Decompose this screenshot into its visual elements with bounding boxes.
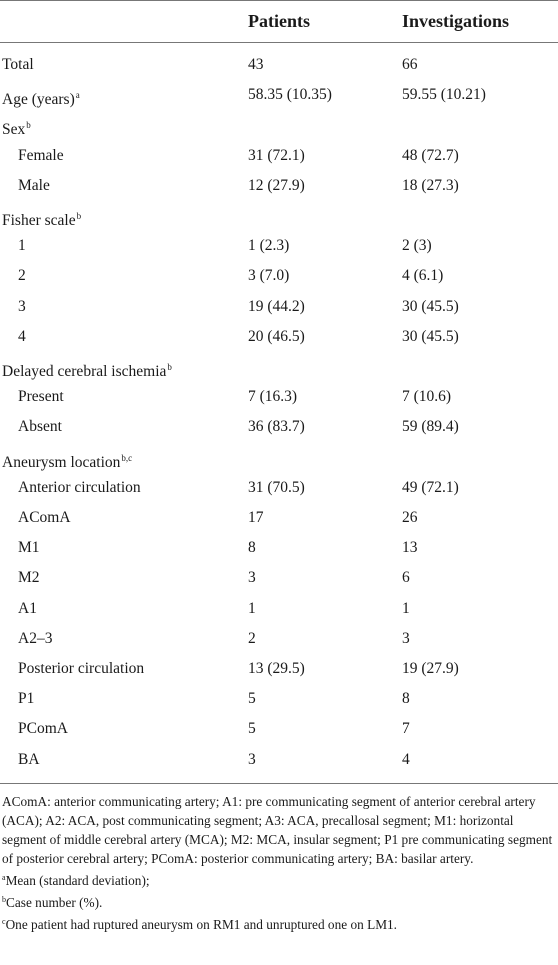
- cell-investigations: 26: [402, 509, 418, 526]
- table-row: [0, 563, 558, 593]
- row-label-text: A2–3: [18, 629, 53, 647]
- cell-investigations: 2 (3): [402, 237, 432, 255]
- row-label: [18, 624, 52, 654]
- cell-patients: 5: [248, 720, 256, 738]
- row-label: [18, 382, 64, 412]
- row-label: [18, 322, 26, 352]
- cell-investigations: 4: [402, 750, 410, 768]
- cell-patients: 5: [248, 690, 256, 708]
- table-row: [0, 443, 558, 473]
- row-label: [18, 231, 26, 261]
- cell-investigations: 7 (10.6): [402, 388, 452, 406]
- cell-patients: 12 (27.9): [248, 176, 305, 194]
- row-label: [18, 594, 37, 624]
- row-label-text: 2: [18, 267, 26, 285]
- table-row: [0, 322, 558, 352]
- table-row: [0, 201, 558, 231]
- table-row: [0, 261, 558, 291]
- column-header-investigations: Investigations: [402, 11, 510, 31]
- cell-patients: 36 (83.7): [248, 418, 305, 436]
- cell-investigations: 59 (89.4): [402, 418, 459, 436]
- row-label: [18, 654, 144, 684]
- row-label: [18, 292, 26, 322]
- footnote-c-text: One patient had ruptured aneurysm on RM1 and unruptured one on LM1.: [5, 917, 397, 932]
- row-label-text: Sex: [2, 121, 26, 139]
- row-label-text: M1: [18, 539, 40, 557]
- column-header-patients: Patients: [248, 11, 310, 31]
- row-label-text: Absent: [18, 418, 62, 436]
- cell-patients: 1 (2.3): [248, 237, 290, 255]
- cell-investigations: 4 (6.1): [402, 267, 444, 285]
- footnote-marker: b: [167, 362, 172, 372]
- table-row: [0, 110, 558, 140]
- footnote-c: [2, 912, 554, 934]
- cell-investigations: 3: [402, 629, 410, 647]
- cell-investigations: 30 (45.5): [402, 297, 459, 315]
- cell-investigations: 13: [402, 539, 418, 557]
- cell-patients: 43: [248, 56, 264, 73]
- row-label: [18, 473, 141, 503]
- cell-patients: 31 (70.5): [248, 478, 305, 496]
- footnote-a-text: Mean (standard deviation);: [5, 873, 150, 888]
- table-row: [0, 624, 558, 654]
- table-row: [0, 352, 558, 382]
- footnote-marker: b: [26, 120, 31, 131]
- cell-investigations: 19 (27.9): [402, 660, 459, 677]
- cell-investigations: 8: [402, 690, 410, 708]
- footnote-b: [2, 890, 554, 912]
- table-row: [0, 171, 558, 201]
- cell-patients: 3: [248, 569, 256, 587]
- cell-patients: 3 (7.0): [248, 267, 290, 285]
- row-label: [18, 714, 68, 744]
- row-label: [18, 261, 26, 291]
- cell-patients: 1: [248, 599, 256, 617]
- row-label: [18, 141, 64, 171]
- cell-investigations: 1: [402, 599, 410, 617]
- row-label-text: Delayed cerebral ischemia: [2, 363, 167, 380]
- footnote-abbreviations: AComA: anterior communicating artery; A1: pre communicating segment of anterior cerebral artery (ACA); A2: ACA, post communicating segment; A3: ACA, precallosal segment; M1: horizontal segment of middle cerebral artery (MCA); M2: MCA, insular segment; P1 pre communicating segment of posterior cerebral artery; PComA: posterior communicating artery; BA: basilar artery.: [2, 794, 553, 866]
- table-row: [0, 594, 558, 624]
- row-label-text: M2: [18, 569, 40, 587]
- footnote-a: [2, 868, 554, 890]
- cell-patients: 13 (29.5): [248, 660, 305, 677]
- table-row: [0, 714, 558, 744]
- cell-investigations: 18 (27.3): [402, 176, 459, 194]
- cell-investigations: 59.55 (10.21): [402, 86, 486, 104]
- footnote-b-mark: b: [2, 895, 6, 904]
- footnote-c-mark: c: [2, 917, 6, 926]
- footnote-marker: a: [75, 90, 80, 101]
- footnote-marker: b,c: [121, 452, 133, 463]
- table-row: [0, 382, 558, 412]
- row-label-text: PComA: [18, 720, 68, 738]
- cell-patients: 19 (44.2): [248, 297, 305, 315]
- row-label: [2, 50, 34, 80]
- row-label-text: Fisher scale: [2, 212, 76, 229]
- table-row: [0, 745, 558, 775]
- table-row: [0, 292, 558, 322]
- row-label-text: Aneurysm location: [2, 453, 121, 471]
- row-label-text: Female: [18, 146, 64, 164]
- row-label: [18, 563, 40, 593]
- cell-investigations: 30 (45.5): [402, 327, 459, 345]
- table-row: [0, 80, 558, 110]
- row-label-text: AComA: [18, 509, 71, 526]
- footnote-marker: b: [76, 211, 82, 221]
- footnote-a-mark: a: [2, 873, 6, 882]
- cell-patients: 7 (16.3): [248, 388, 298, 406]
- bottom-rule: [0, 783, 558, 784]
- row-label-text: BA: [18, 750, 40, 768]
- table-row: [0, 654, 558, 684]
- row-label-text: Male: [18, 176, 50, 194]
- cell-investigations: 48 (72.7): [402, 146, 459, 164]
- row-label-text: Posterior circulation: [18, 660, 145, 677]
- row-label-text: 1: [18, 237, 26, 255]
- row-label-text: Present: [18, 388, 64, 406]
- row-label: [18, 412, 62, 442]
- row-label: [18, 503, 71, 533]
- row-label-text: 3: [18, 297, 26, 315]
- table-row: [0, 684, 558, 714]
- cell-investigations: 7: [402, 720, 410, 738]
- cell-patients: 20 (46.5): [248, 327, 305, 345]
- footnote-b-text: Case number (%).: [6, 895, 103, 910]
- cell-patients: 3: [248, 750, 256, 768]
- cell-patients: 8: [248, 539, 256, 557]
- cell-patients: 17: [248, 509, 264, 526]
- table-row: [0, 141, 558, 171]
- row-label: [18, 684, 34, 714]
- cell-patients: 58.35 (10.35): [248, 86, 332, 104]
- row-label: [18, 171, 50, 201]
- table-row: [0, 50, 558, 80]
- row-label-text: 4: [18, 327, 26, 345]
- cell-investigations: 66: [402, 56, 418, 73]
- row-label-text: Age (years): [2, 91, 75, 109]
- table-footnotes: [2, 792, 554, 934]
- table-row: [0, 412, 558, 442]
- table-row: [0, 503, 558, 533]
- cell-investigations: 49 (72.1): [402, 478, 459, 496]
- row-label-text: Total: [2, 56, 34, 73]
- table-row: [0, 473, 558, 503]
- table-row: [0, 231, 558, 261]
- row-label-text: P1: [18, 690, 35, 708]
- row-label-text: Anterior circulation: [18, 478, 141, 496]
- row-label-text: A1: [18, 599, 37, 617]
- cell-patients: 31 (72.1): [248, 146, 305, 164]
- row-label: [18, 533, 40, 563]
- cell-patients: 2: [248, 629, 256, 647]
- row-label: [18, 745, 40, 775]
- header-rule: [0, 42, 558, 43]
- table-row: [0, 533, 558, 563]
- cell-investigations: 6: [402, 569, 410, 587]
